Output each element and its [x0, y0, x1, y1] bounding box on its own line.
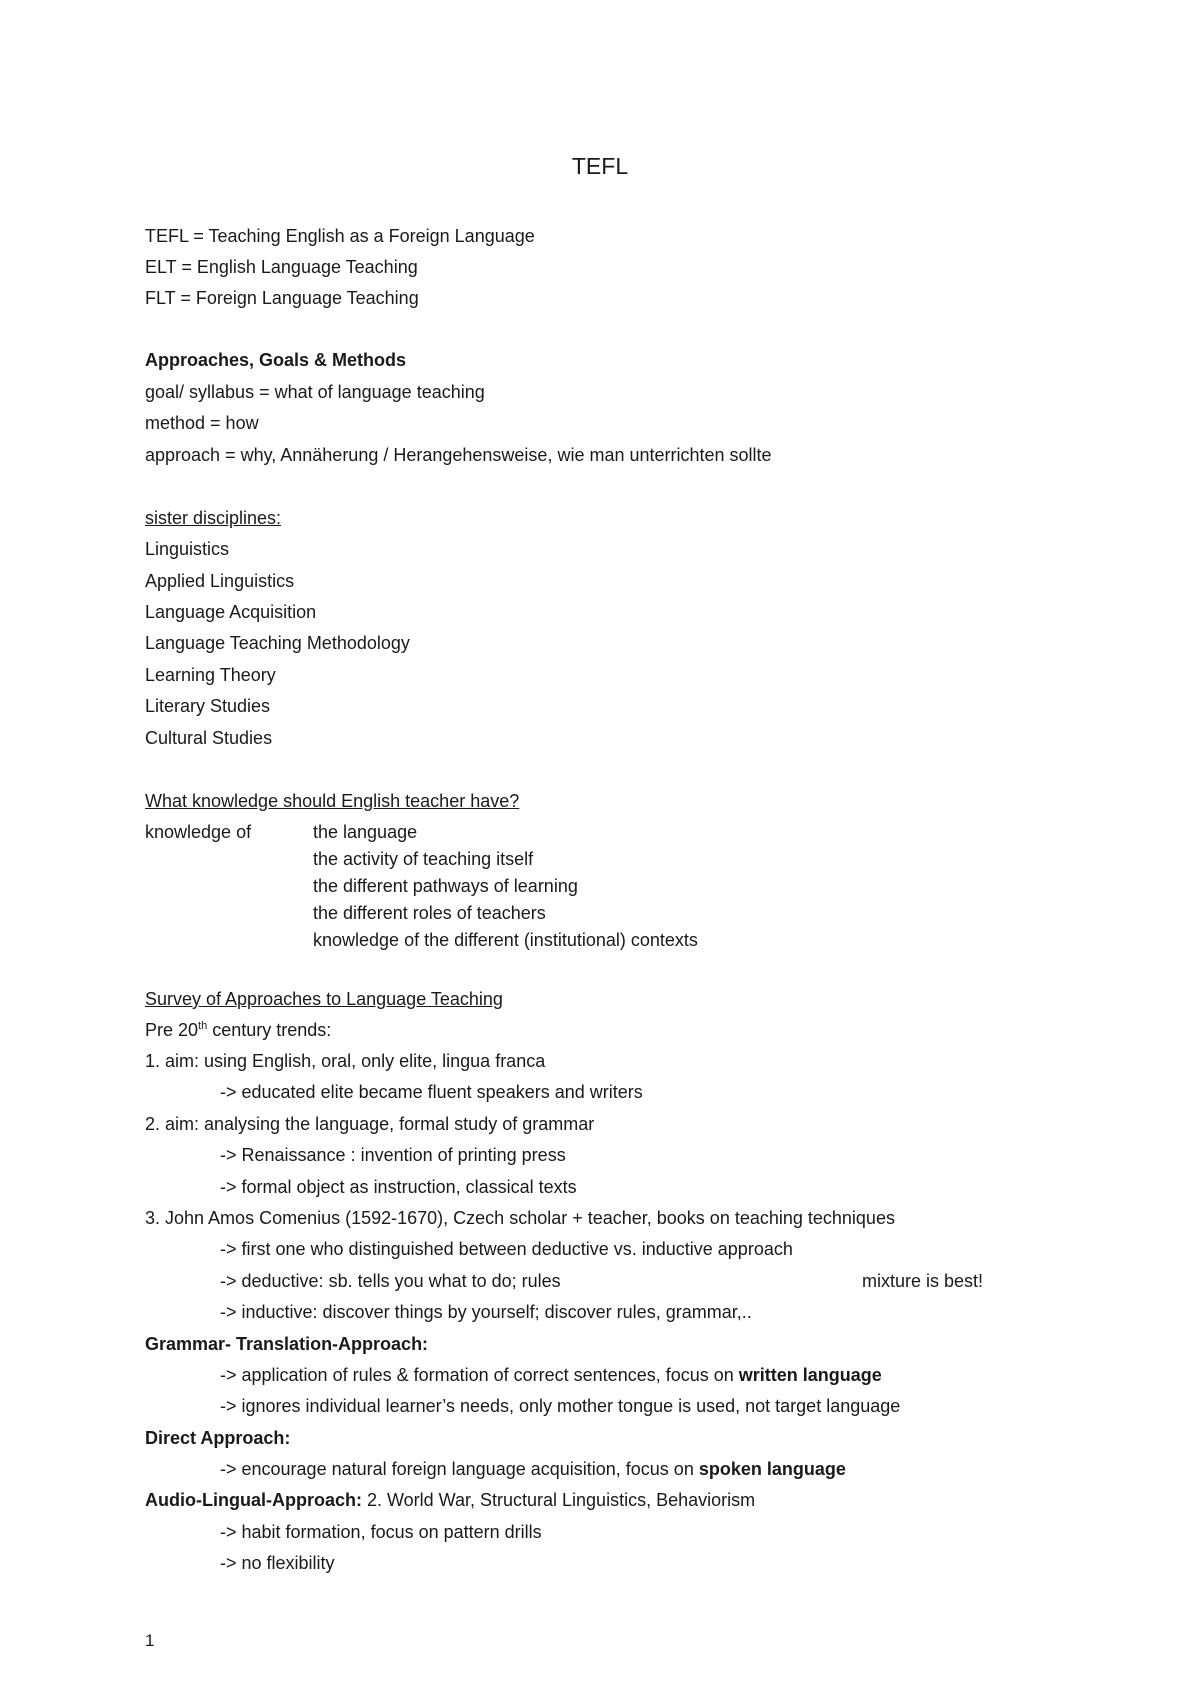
comenius-detail: -> first one who distinguished between deductive vs. inductive approach — [220, 1239, 793, 1259]
knowledge-item: the activity of teaching itself — [313, 849, 534, 869]
comenius-detail: -> inductive: discover things by yourself; discover rules, grammar,.. — [220, 1302, 752, 1322]
audio-lingual-detail: -> no flexibility — [220, 1553, 335, 1573]
discipline-item: Language Acquisition — [145, 602, 317, 622]
knowledge-label: knowledge of — [145, 822, 252, 842]
grammar-translation-detail: -> ignores individual learner’s needs, only mother tongue is used, not target language — [220, 1396, 901, 1416]
pre-20th-century-line — [145, 1021, 331, 1039]
discipline-item: Cultural Studies — [145, 728, 273, 748]
audio-lingual-line — [145, 1491, 755, 1509]
detail-emphasis: spoken language — [698, 1459, 846, 1479]
direct-approach-detail — [220, 1460, 846, 1478]
knowledge-item: the different roles of teachers — [313, 903, 546, 923]
knowledge-item: the language — [313, 822, 418, 842]
discipline-item: Literary Studies — [145, 696, 271, 716]
mixture-note: mixture is best! — [862, 1271, 984, 1291]
comenius-detail: -> deductive: sb. tells you what to do; rules — [220, 1271, 561, 1291]
abbreviation-elt: ELT = English Language Teaching — [145, 257, 418, 277]
knowledge-item: the different pathways of learning — [313, 876, 578, 896]
audio-lingual-heading: Audio-Lingual-Approach: — [145, 1490, 362, 1510]
detail-text: -> application of rules & formation of correct sentences, focus on — [220, 1365, 739, 1385]
detail-emphasis: written language — [738, 1365, 882, 1385]
discipline-item: Linguistics — [145, 539, 230, 559]
abbreviation-tefl: TEFL = Teaching English as a Foreign Language — [145, 226, 535, 246]
pre-text-rest: century trends: — [207, 1020, 332, 1040]
knowledge-item: knowledge of the different (institutional) contexts — [313, 930, 698, 950]
ordinal-superscript: th — [198, 1020, 208, 1032]
abbreviation-flt: FLT = Foreign Language Teaching — [145, 288, 419, 308]
approaches-line: method = how — [145, 413, 259, 433]
aim-2: 2. aim: analysing the language, formal study of grammar — [145, 1114, 595, 1134]
pre-text: Pre 20 — [145, 1020, 199, 1040]
aim-2-detail: -> Renaissance : invention of printing press — [220, 1145, 566, 1165]
approaches-heading: Approaches, Goals & Methods — [145, 350, 407, 370]
aim-2-detail: -> formal object as instruction, classical texts — [220, 1177, 577, 1197]
direct-approach-heading: Direct Approach: — [145, 1428, 291, 1448]
aim-1: 1. aim: using English, oral, only elite, lingua franca — [145, 1051, 546, 1071]
document-title: TEFL — [571, 153, 629, 179]
discipline-item: Learning Theory — [145, 665, 276, 685]
discipline-item: Language Teaching Methodology — [145, 633, 410, 653]
approaches-line: approach = why, Annäherung / Herangehensweise, wie man unterrichten sollte — [145, 445, 772, 465]
approaches-line: goal/ syllabus = what of language teaching — [145, 382, 485, 402]
audio-lingual-detail: -> habit formation, focus on pattern drills — [220, 1522, 542, 1542]
audio-lingual-rest: 2. World War, Structural Linguistics, Behaviorism — [361, 1490, 756, 1510]
page-number: 1 — [145, 1631, 155, 1650]
comenius-line: 3. John Amos Comenius (1592-1670), Czech scholar + teacher, books on teaching techniques — [145, 1208, 895, 1228]
survey-heading: Survey of Approaches to Language Teaching — [145, 989, 503, 1009]
grammar-translation-detail — [220, 1366, 882, 1384]
knowledge-heading: What knowledge should English teacher have? — [145, 791, 520, 811]
sister-disciplines-heading: sister disciplines: — [145, 508, 282, 528]
aim-1-detail: -> educated elite became fluent speakers and writers — [220, 1082, 643, 1102]
detail-text: -> encourage natural foreign language acquisition, focus on — [220, 1459, 699, 1479]
grammar-translation-heading: Grammar- Translation-Approach: — [145, 1334, 429, 1354]
discipline-item: Applied Linguistics — [145, 571, 295, 591]
